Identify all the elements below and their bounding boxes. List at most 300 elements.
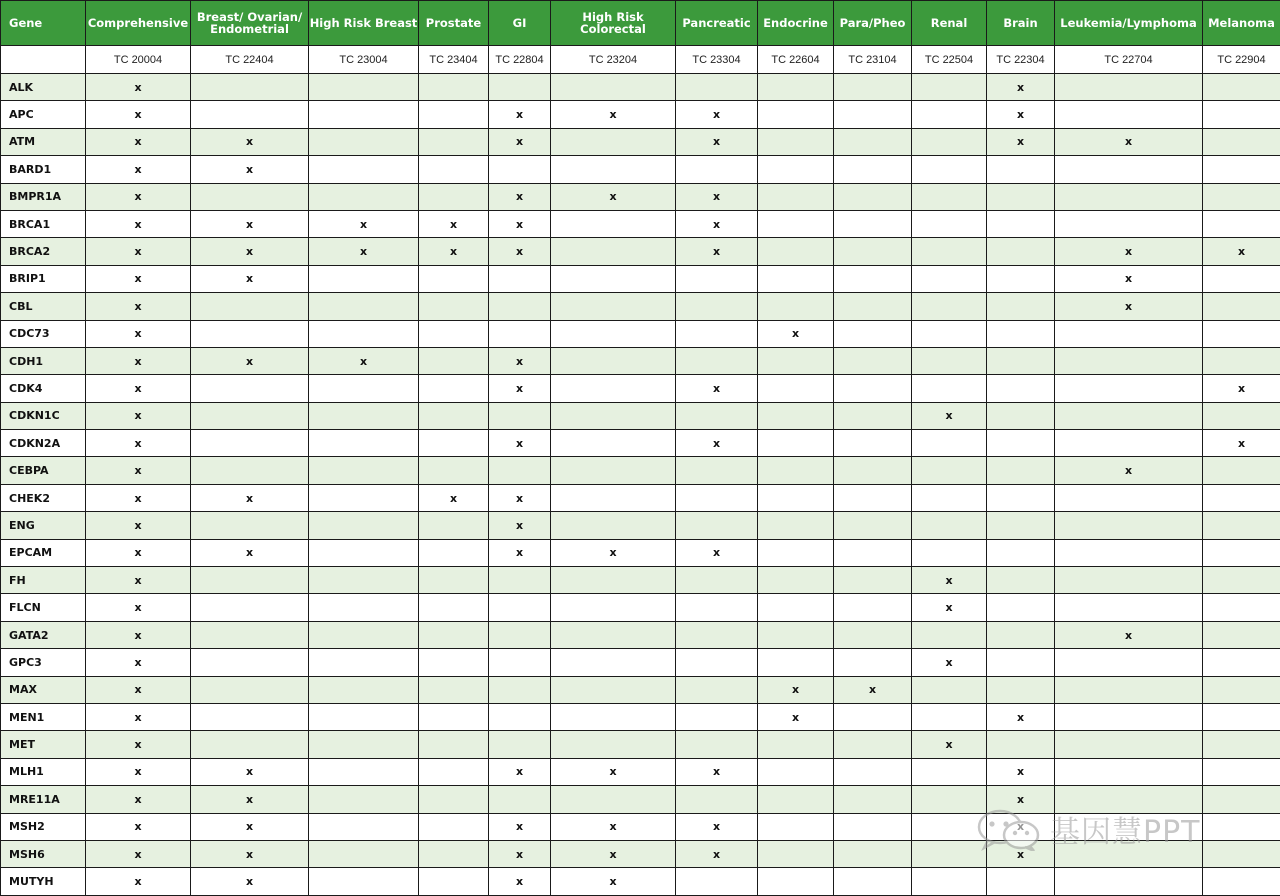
panel-inclusion-cell: [912, 183, 987, 210]
panel-inclusion-cell: x: [676, 430, 758, 457]
panel-inclusion-cell: x: [191, 539, 309, 566]
gene-name-cell: MUTYH: [1, 868, 86, 895]
panel-inclusion-cell: x: [86, 703, 191, 730]
panel-inclusion-cell: x: [912, 649, 987, 676]
panel-inclusion-cell: [758, 512, 834, 539]
panel-inclusion-cell: [191, 375, 309, 402]
panel-inclusion-cell: [419, 320, 489, 347]
header-row: [1, 1, 1280, 46]
panel-inclusion-cell: [758, 484, 834, 511]
panel-inclusion-cell: [1055, 347, 1203, 374]
panel-inclusion-cell: [676, 649, 758, 676]
panel-column-header: Brain: [987, 1, 1055, 46]
panel-inclusion-cell: [489, 265, 551, 292]
panel-inclusion-cell: x: [191, 484, 309, 511]
panel-inclusion-cell: x: [86, 293, 191, 320]
panel-inclusion-cell: [834, 840, 912, 867]
panel-inclusion-cell: x: [987, 703, 1055, 730]
panel-inclusion-cell: [834, 484, 912, 511]
panel-inclusion-cell: [309, 293, 419, 320]
panel-inclusion-cell: [551, 265, 676, 292]
table-row: [1, 567, 1280, 594]
panel-inclusion-cell: [419, 539, 489, 566]
panel-inclusion-cell: x: [86, 758, 191, 785]
panel-inclusion-cell: [309, 265, 419, 292]
table-row: [1, 621, 1280, 648]
panel-inclusion-cell: x: [551, 840, 676, 867]
panel-inclusion-cell: [834, 621, 912, 648]
gene-name-cell: EPCAM: [1, 539, 86, 566]
panel-inclusion-cell: [1055, 484, 1203, 511]
panel-inclusion-cell: x: [758, 320, 834, 347]
panel-inclusion-cell: [676, 265, 758, 292]
table-row: [1, 430, 1280, 457]
panel-column-header: Melanoma: [1203, 1, 1280, 46]
panel-inclusion-cell: x: [676, 375, 758, 402]
panel-inclusion-cell: [1055, 758, 1203, 785]
panel-inclusion-cell: [1203, 731, 1280, 758]
panel-inclusion-cell: [191, 402, 309, 429]
panel-inclusion-cell: [912, 320, 987, 347]
panel-inclusion-cell: x: [86, 375, 191, 402]
panel-inclusion-cell: x: [86, 347, 191, 374]
panel-inclusion-cell: x: [489, 238, 551, 265]
panel-inclusion-cell: [419, 758, 489, 785]
panel-inclusion-cell: [419, 621, 489, 648]
panel-inclusion-cell: [758, 567, 834, 594]
panel-inclusion-cell: [551, 649, 676, 676]
panel-inclusion-cell: [1203, 183, 1280, 210]
test-code-cell: [1, 46, 86, 74]
gene-name-cell: MAX: [1, 676, 86, 703]
panel-inclusion-cell: [1203, 758, 1280, 785]
table-row: [1, 101, 1280, 128]
panel-inclusion-cell: [1055, 320, 1203, 347]
panel-inclusion-cell: [489, 293, 551, 320]
panel-inclusion-cell: x: [1203, 238, 1280, 265]
panel-inclusion-cell: [912, 676, 987, 703]
panel-inclusion-cell: [758, 375, 834, 402]
panel-inclusion-cell: x: [86, 402, 191, 429]
panel-inclusion-cell: [758, 539, 834, 566]
panel-inclusion-cell: [1203, 457, 1280, 484]
panel-inclusion-cell: [489, 567, 551, 594]
panel-inclusion-cell: [489, 649, 551, 676]
panel-inclusion-cell: [309, 320, 419, 347]
table-row: [1, 293, 1280, 320]
panel-inclusion-cell: [419, 594, 489, 621]
panel-inclusion-cell: [834, 868, 912, 895]
panel-inclusion-cell: x: [86, 430, 191, 457]
panel-inclusion-cell: x: [987, 758, 1055, 785]
table-row: [1, 320, 1280, 347]
panel-inclusion-cell: x: [1203, 375, 1280, 402]
panel-inclusion-cell: [419, 786, 489, 813]
panel-column-header: High Risk Breast: [309, 1, 419, 46]
watermark: [976, 805, 1201, 853]
panel-inclusion-cell: [987, 156, 1055, 183]
panel-inclusion-cell: [676, 868, 758, 895]
panel-inclusion-cell: [676, 320, 758, 347]
panel-inclusion-cell: [1055, 430, 1203, 457]
panel-inclusion-cell: [834, 512, 912, 539]
panel-inclusion-cell: [309, 676, 419, 703]
panel-inclusion-cell: [912, 156, 987, 183]
panel-inclusion-cell: [309, 786, 419, 813]
panel-inclusion-cell: [489, 402, 551, 429]
panel-column-header: Leukemia/Lymphoma: [1055, 1, 1203, 46]
panel-inclusion-cell: [1203, 676, 1280, 703]
panel-inclusion-cell: [912, 74, 987, 101]
panel-inclusion-cell: [987, 457, 1055, 484]
panel-inclusion-cell: [419, 731, 489, 758]
panel-inclusion-cell: [1203, 786, 1280, 813]
panel-inclusion-cell: [419, 74, 489, 101]
panel-inclusion-cell: [987, 293, 1055, 320]
panel-inclusion-cell: [987, 512, 1055, 539]
panel-inclusion-cell: [419, 512, 489, 539]
panel-inclusion-cell: [191, 293, 309, 320]
panel-inclusion-cell: [1055, 868, 1203, 895]
panel-inclusion-cell: [912, 868, 987, 895]
panel-inclusion-cell: [834, 649, 912, 676]
panel-inclusion-cell: x: [987, 128, 1055, 155]
test-code-cell: TC 22604: [758, 46, 834, 74]
panel-inclusion-cell: x: [419, 484, 489, 511]
panel-inclusion-cell: [1055, 703, 1203, 730]
panel-inclusion-cell: [987, 238, 1055, 265]
panel-inclusion-cell: x: [309, 238, 419, 265]
panel-inclusion-cell: x: [1055, 457, 1203, 484]
panel-inclusion-cell: x: [191, 813, 309, 840]
panel-inclusion-cell: [1203, 484, 1280, 511]
panel-inclusion-cell: [419, 676, 489, 703]
panel-inclusion-cell: [551, 567, 676, 594]
panel-inclusion-cell: [309, 567, 419, 594]
panel-inclusion-cell: x: [489, 375, 551, 402]
panel-inclusion-cell: [419, 347, 489, 374]
panel-inclusion-cell: x: [309, 347, 419, 374]
table-row: [1, 457, 1280, 484]
panel-inclusion-cell: [551, 512, 676, 539]
panel-inclusion-cell: [987, 183, 1055, 210]
panel-inclusion-cell: [551, 156, 676, 183]
panel-inclusion-cell: [309, 813, 419, 840]
panel-inclusion-cell: x: [86, 512, 191, 539]
panel-column-header: Endocrine: [758, 1, 834, 46]
panel-inclusion-cell: [1203, 621, 1280, 648]
panel-inclusion-cell: [419, 101, 489, 128]
panel-inclusion-cell: x: [676, 101, 758, 128]
panel-inclusion-cell: [191, 703, 309, 730]
panel-inclusion-cell: x: [676, 813, 758, 840]
panel-inclusion-cell: [1203, 567, 1280, 594]
panel-inclusion-cell: [834, 210, 912, 237]
panel-inclusion-cell: [758, 813, 834, 840]
gene-name-cell: FLCN: [1, 594, 86, 621]
panel-inclusion-cell: [309, 703, 419, 730]
panel-inclusion-cell: [191, 567, 309, 594]
panel-inclusion-cell: [1203, 402, 1280, 429]
panel-inclusion-cell: [834, 567, 912, 594]
panel-inclusion-cell: x: [191, 868, 309, 895]
panel-inclusion-cell: [419, 293, 489, 320]
panel-inclusion-cell: [758, 238, 834, 265]
panel-inclusion-cell: [419, 813, 489, 840]
panel-inclusion-cell: [912, 210, 987, 237]
test-code-cell: TC 22704: [1055, 46, 1203, 74]
panel-inclusion-cell: [987, 731, 1055, 758]
panel-inclusion-cell: [1203, 101, 1280, 128]
panel-inclusion-cell: x: [191, 347, 309, 374]
panel-inclusion-cell: [551, 703, 676, 730]
gene-name-cell: CDH1: [1, 347, 86, 374]
panel-inclusion-cell: [987, 567, 1055, 594]
panel-inclusion-cell: [191, 457, 309, 484]
panel-inclusion-cell: [758, 293, 834, 320]
panel-inclusion-cell: x: [1203, 430, 1280, 457]
panel-inclusion-cell: x: [676, 758, 758, 785]
panel-inclusion-cell: [676, 457, 758, 484]
panel-inclusion-cell: [1055, 567, 1203, 594]
panel-inclusion-cell: [1203, 265, 1280, 292]
panel-inclusion-cell: [309, 621, 419, 648]
panel-inclusion-cell: [676, 156, 758, 183]
panel-inclusion-cell: [758, 430, 834, 457]
panel-inclusion-cell: x: [86, 649, 191, 676]
panel-inclusion-cell: x: [676, 128, 758, 155]
panel-inclusion-cell: [676, 786, 758, 813]
panel-inclusion-cell: [191, 430, 309, 457]
panel-inclusion-cell: [551, 676, 676, 703]
panel-inclusion-cell: [758, 758, 834, 785]
table-row: [1, 594, 1280, 621]
panel-inclusion-cell: [551, 238, 676, 265]
watermark-text: 基因慧PPT: [1050, 807, 1201, 851]
gene-name-cell: CEBPA: [1, 457, 86, 484]
panel-inclusion-cell: [912, 703, 987, 730]
panel-inclusion-cell: x: [676, 238, 758, 265]
panel-inclusion-cell: [309, 484, 419, 511]
panel-inclusion-cell: [912, 758, 987, 785]
panel-inclusion-cell: [912, 539, 987, 566]
panel-inclusion-cell: [912, 375, 987, 402]
panel-inclusion-cell: [489, 156, 551, 183]
table-row: [1, 238, 1280, 265]
panel-inclusion-cell: [551, 786, 676, 813]
panel-inclusion-cell: [1055, 101, 1203, 128]
panel-inclusion-cell: [551, 293, 676, 320]
panel-inclusion-cell: x: [676, 210, 758, 237]
panel-inclusion-cell: [191, 649, 309, 676]
panel-inclusion-cell: [676, 703, 758, 730]
test-code-cell: TC 22304: [987, 46, 1055, 74]
table-row: [1, 731, 1280, 758]
panel-inclusion-cell: x: [489, 868, 551, 895]
panel-inclusion-cell: [1055, 731, 1203, 758]
panel-inclusion-cell: x: [987, 840, 1055, 867]
panel-inclusion-cell: [912, 430, 987, 457]
panel-inclusion-cell: [834, 101, 912, 128]
gene-name-cell: APC: [1, 101, 86, 128]
panel-inclusion-cell: [987, 430, 1055, 457]
panel-inclusion-cell: x: [86, 101, 191, 128]
table-row: [1, 512, 1280, 539]
panel-inclusion-cell: x: [489, 210, 551, 237]
test-code-cell: TC 23104: [834, 46, 912, 74]
panel-inclusion-cell: [309, 156, 419, 183]
panel-inclusion-cell: [551, 484, 676, 511]
panel-inclusion-cell: x: [86, 676, 191, 703]
panel-inclusion-cell: [912, 621, 987, 648]
panel-inclusion-cell: [834, 457, 912, 484]
gene-name-cell: BMPR1A: [1, 183, 86, 210]
panel-inclusion-cell: [551, 74, 676, 101]
panel-inclusion-cell: [834, 703, 912, 730]
panel-inclusion-cell: [1055, 375, 1203, 402]
panel-inclusion-cell: x: [191, 265, 309, 292]
panel-inclusion-cell: x: [489, 128, 551, 155]
panel-inclusion-cell: [419, 156, 489, 183]
panel-inclusion-cell: [551, 210, 676, 237]
panel-inclusion-cell: [1203, 293, 1280, 320]
panel-inclusion-cell: [419, 183, 489, 210]
panel-inclusion-cell: [551, 347, 676, 374]
panel-inclusion-cell: x: [489, 101, 551, 128]
panel-inclusion-cell: [758, 156, 834, 183]
panel-inclusion-cell: x: [86, 840, 191, 867]
panel-inclusion-cell: [191, 594, 309, 621]
panel-inclusion-cell: [834, 265, 912, 292]
panel-inclusion-cell: x: [676, 183, 758, 210]
panel-inclusion-cell: [834, 183, 912, 210]
panel-inclusion-cell: [676, 594, 758, 621]
panel-inclusion-cell: [489, 594, 551, 621]
panel-inclusion-cell: [191, 101, 309, 128]
gene-name-cell: CBL: [1, 293, 86, 320]
panel-column-header: Para/Pheo: [834, 1, 912, 46]
panel-inclusion-cell: [551, 457, 676, 484]
panel-inclusion-cell: [758, 649, 834, 676]
panel-inclusion-cell: [676, 402, 758, 429]
panel-inclusion-cell: x: [489, 840, 551, 867]
panel-inclusion-cell: x: [489, 758, 551, 785]
panel-inclusion-cell: x: [489, 512, 551, 539]
panel-inclusion-cell: [987, 320, 1055, 347]
table-row: [1, 758, 1280, 785]
table-body: [1, 74, 1280, 896]
panel-inclusion-cell: x: [86, 128, 191, 155]
panel-inclusion-cell: x: [912, 567, 987, 594]
panel-inclusion-cell: [1055, 183, 1203, 210]
gene-name-cell: ALK: [1, 74, 86, 101]
panel-inclusion-cell: [987, 649, 1055, 676]
panel-inclusion-cell: [419, 457, 489, 484]
panel-inclusion-cell: x: [419, 238, 489, 265]
panel-inclusion-cell: x: [987, 786, 1055, 813]
panel-inclusion-cell: [489, 621, 551, 648]
panel-column-header: Pancreatic: [676, 1, 758, 46]
panel-inclusion-cell: [834, 786, 912, 813]
panel-inclusion-cell: [191, 512, 309, 539]
panel-inclusion-cell: [987, 375, 1055, 402]
panel-inclusion-cell: [834, 430, 912, 457]
panel-inclusion-cell: [758, 347, 834, 374]
panel-inclusion-cell: [1203, 840, 1280, 867]
panel-inclusion-cell: x: [912, 731, 987, 758]
panel-inclusion-cell: [912, 484, 987, 511]
panel-inclusion-cell: [758, 594, 834, 621]
wechat-icon: [976, 807, 1042, 851]
test-code-cell: TC 22504: [912, 46, 987, 74]
table-row: [1, 347, 1280, 374]
panel-inclusion-cell: x: [86, 786, 191, 813]
panel-inclusion-cell: [758, 868, 834, 895]
panel-inclusion-cell: [191, 320, 309, 347]
panel-inclusion-cell: [309, 74, 419, 101]
panel-inclusion-cell: x: [419, 210, 489, 237]
gene-name-cell: CDC73: [1, 320, 86, 347]
panel-inclusion-cell: [758, 128, 834, 155]
table-row: [1, 703, 1280, 730]
panel-inclusion-cell: [834, 128, 912, 155]
panel-inclusion-cell: [1203, 868, 1280, 895]
panel-inclusion-cell: [191, 676, 309, 703]
panel-inclusion-cell: [551, 594, 676, 621]
panel-inclusion-cell: [758, 840, 834, 867]
panel-inclusion-cell: [489, 676, 551, 703]
panel-inclusion-cell: [987, 402, 1055, 429]
panel-inclusion-cell: x: [551, 868, 676, 895]
panel-inclusion-cell: x: [86, 567, 191, 594]
panel-inclusion-cell: [419, 375, 489, 402]
test-code-row: [1, 46, 1280, 74]
panel-column-header: Breast/ Ovarian/ Endometrial: [191, 1, 309, 46]
panel-inclusion-cell: [419, 128, 489, 155]
panel-inclusion-cell: x: [912, 594, 987, 621]
panel-inclusion-cell: [419, 265, 489, 292]
panel-inclusion-cell: [309, 457, 419, 484]
panel-inclusion-cell: [834, 74, 912, 101]
panel-inclusion-cell: x: [489, 813, 551, 840]
panel-inclusion-cell: [834, 813, 912, 840]
panel-inclusion-cell: [987, 594, 1055, 621]
panel-inclusion-cell: [1055, 402, 1203, 429]
panel-inclusion-cell: x: [551, 539, 676, 566]
panel-inclusion-cell: [912, 238, 987, 265]
table-row: [1, 265, 1280, 292]
table-row: [1, 375, 1280, 402]
panel-inclusion-cell: [1203, 649, 1280, 676]
panel-inclusion-cell: [551, 621, 676, 648]
panel-inclusion-cell: [758, 786, 834, 813]
panel-inclusion-cell: [489, 703, 551, 730]
panel-inclusion-cell: [309, 128, 419, 155]
panel-inclusion-cell: [1203, 128, 1280, 155]
panel-inclusion-cell: [489, 731, 551, 758]
panel-inclusion-cell: [834, 731, 912, 758]
panel-inclusion-cell: x: [489, 484, 551, 511]
gene-name-cell: CDKN2A: [1, 430, 86, 457]
panel-inclusion-cell: [987, 539, 1055, 566]
gene-name-cell: ENG: [1, 512, 86, 539]
panel-inclusion-cell: [489, 320, 551, 347]
gene-name-cell: FH: [1, 567, 86, 594]
panel-inclusion-cell: [191, 183, 309, 210]
gene-name-cell: CDKN1C: [1, 402, 86, 429]
panel-inclusion-cell: x: [912, 402, 987, 429]
gene-name-cell: GPC3: [1, 649, 86, 676]
